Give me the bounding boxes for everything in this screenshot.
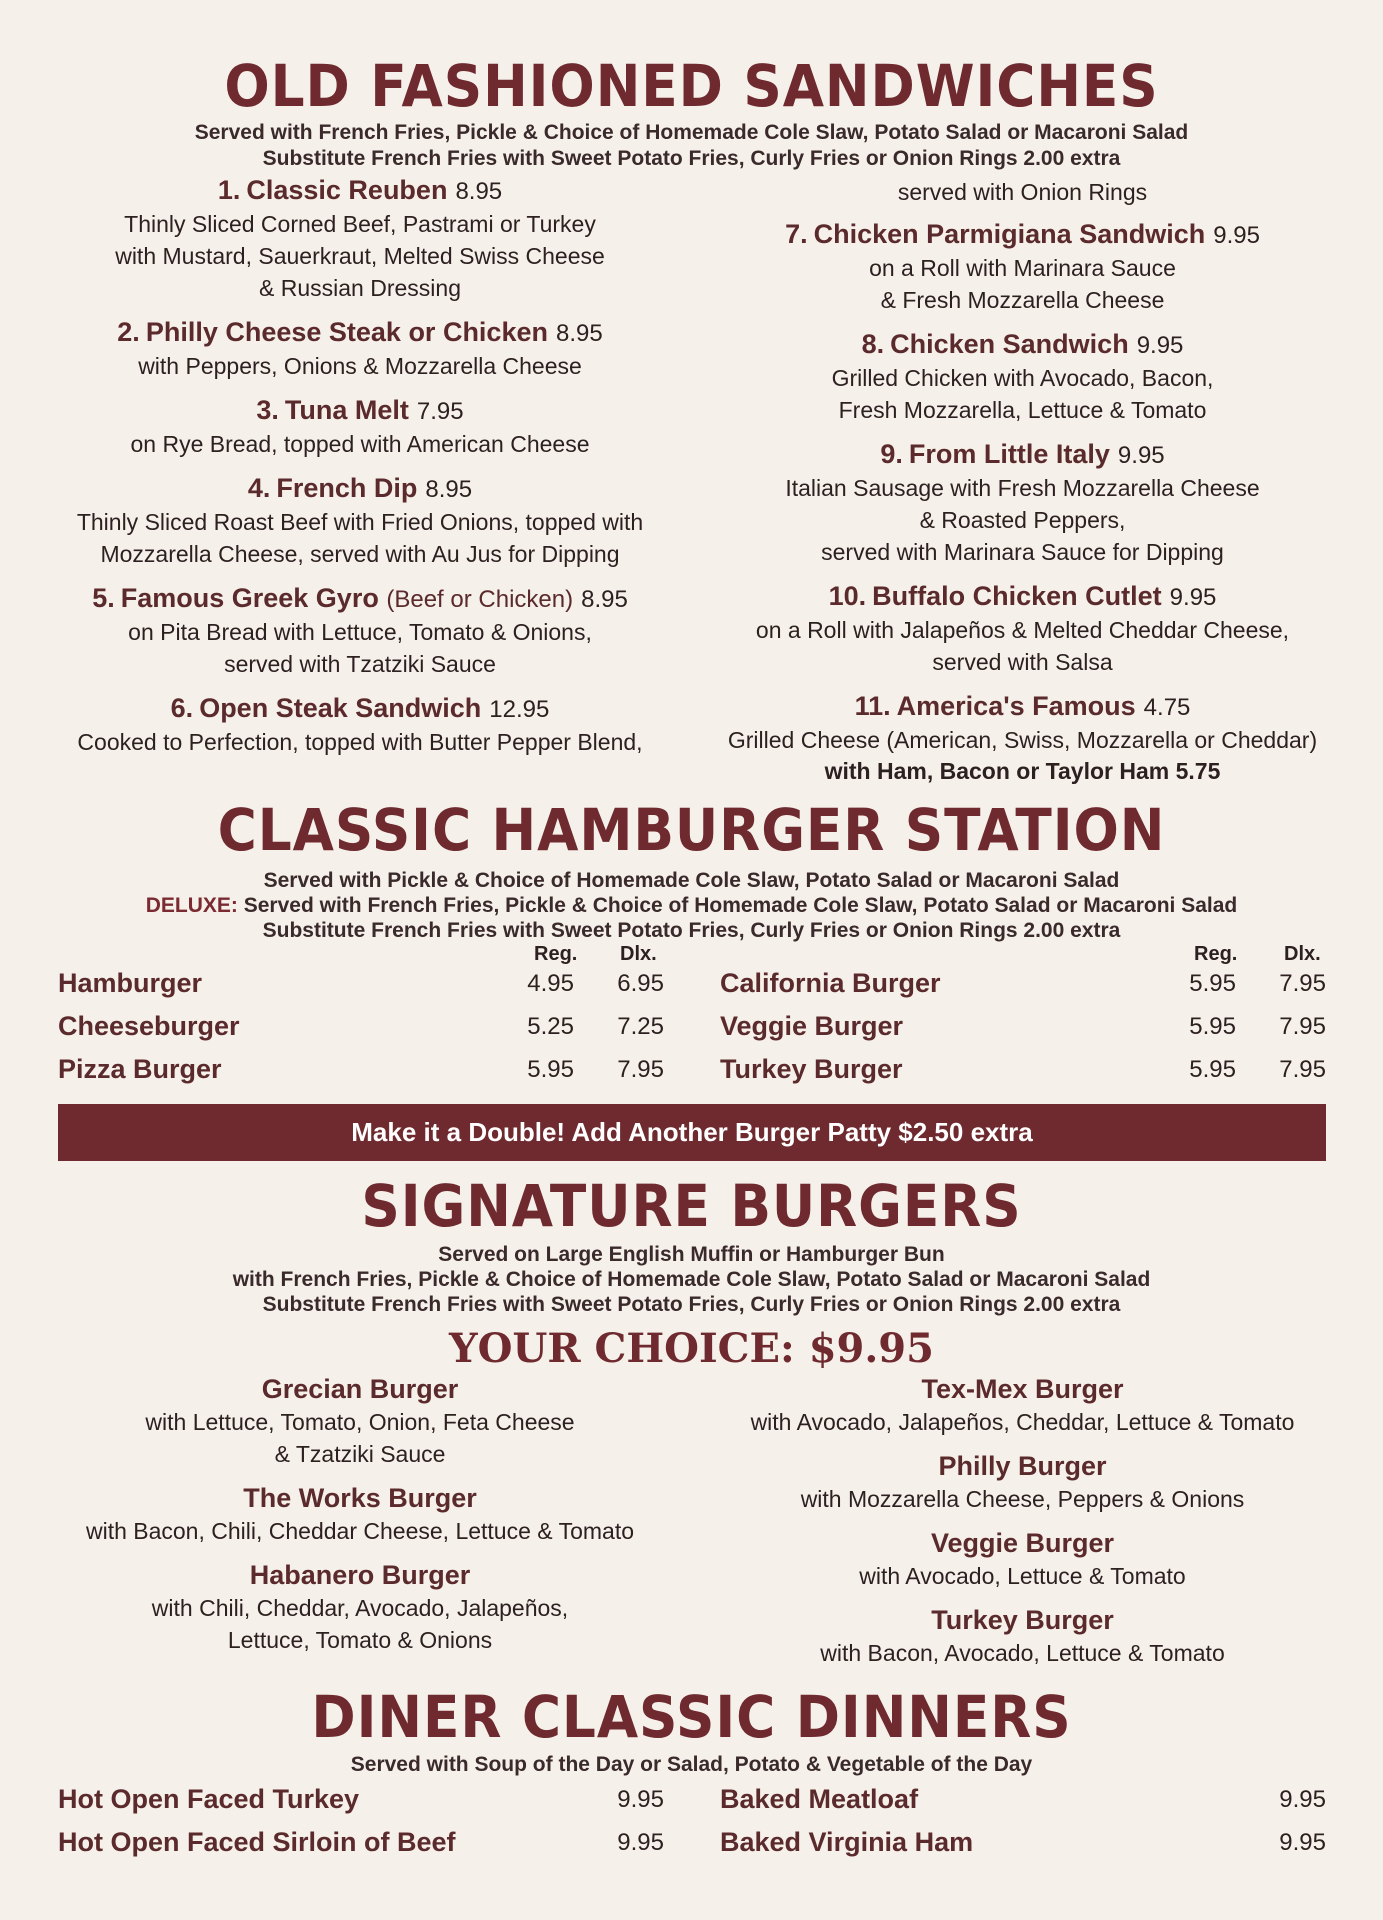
item-name: Famous Greek Gyro xyxy=(120,583,379,613)
item-price: 9.95 xyxy=(1169,584,1217,611)
item-name: Chicken Sandwich xyxy=(890,329,1129,359)
dinners-right-list xyxy=(720,1784,1330,1870)
item-description: Thinly Sliced Corned Beef, Pastrami or Turkey xyxy=(124,211,596,237)
menu-item xyxy=(40,692,680,758)
hamburger-subtitle-2 xyxy=(0,893,1383,918)
item-description: with Avocado, Jalapeños, Cheddar, Lettuce & Tomato xyxy=(750,1409,1295,1435)
burger-row xyxy=(58,1011,668,1054)
burger-row xyxy=(58,968,668,1011)
item-name: Grecian Burger xyxy=(261,1374,459,1404)
item-price: 9.95 xyxy=(1213,222,1260,249)
item-number: 3. xyxy=(256,395,279,425)
dlx-price: 7.95 xyxy=(1279,1013,1326,1040)
reg-column-header: Reg. xyxy=(534,943,578,965)
item-description: on a Roll with Jalapeños & Melted Cheddar Cheese, xyxy=(755,617,1290,643)
item-description: on Rye Bread, topped with American Cheese xyxy=(130,431,590,457)
hamburger-subtitle-1: Served with Pickle & Choice of Homemade Cole Slaw, Potato Salad or Macaroni Salad xyxy=(263,869,1120,892)
item-description: with Bacon, Avocado, Lettuce & Tomato xyxy=(820,1640,1225,1666)
item-name: French Dip xyxy=(276,473,418,503)
item-price: 9.95 xyxy=(1136,332,1184,359)
item-price: 7.95 xyxy=(416,398,464,425)
menu-item xyxy=(700,1527,1345,1592)
burger-name: California Burger xyxy=(720,968,941,998)
menu-item xyxy=(40,174,680,304)
hamburger-right-list xyxy=(720,968,1330,1097)
sandwiches-right-column xyxy=(700,176,1345,798)
item-name: America's Famous xyxy=(896,691,1136,721)
hamburger-subtitle-3: Substitute French Fries with Sweet Potato Fries, Curly Fries or Onion Rings 2.00 extra xyxy=(262,919,1121,942)
menu-item xyxy=(700,1373,1345,1438)
item-number: 11. xyxy=(854,691,891,721)
signature-subtitle-1: Served on Large English Muffin or Hamburger Bun xyxy=(438,1243,945,1266)
menu-item xyxy=(40,472,680,570)
item-description: served with Marinara Sauce for Dipping xyxy=(821,539,1224,565)
deluxe-label: DELUXE: xyxy=(145,894,238,917)
item-description: on a Roll with Marinara Sauce xyxy=(869,255,1176,281)
item-name: Open Steak Sandwich xyxy=(199,693,482,723)
item-number: 1. xyxy=(217,175,241,205)
reg-price: 4.95 xyxy=(527,970,574,997)
dinner-row xyxy=(720,1827,1330,1870)
dinner-row xyxy=(58,1784,668,1827)
item-price: 12.95 xyxy=(489,696,550,723)
item-description: Grilled Chicken with Avocado, Bacon, xyxy=(831,365,1214,391)
dinner-price: 9.95 xyxy=(617,1786,664,1813)
item-name: Buffalo Chicken Cutlet xyxy=(872,581,1162,611)
item-name: The Works Burger xyxy=(243,1483,477,1513)
burger-row xyxy=(720,1011,1330,1054)
item-description: on Pita Bread with Lettuce, Tomato & Onions, xyxy=(128,619,592,645)
item-description: & Russian Dressing xyxy=(259,275,461,301)
item-name: Veggie Burger xyxy=(930,1528,1115,1558)
dlx-price: 7.95 xyxy=(1279,1056,1326,1083)
dinner-price: 9.95 xyxy=(617,1829,664,1856)
item-description: served with Tzatziki Sauce xyxy=(224,651,496,677)
reg-price: 5.25 xyxy=(527,1013,574,1040)
item-description-continued: served with Onion Rings xyxy=(897,179,1148,205)
item-description: served with Salsa xyxy=(932,649,1113,675)
burger-name: Cheeseburger xyxy=(58,1011,240,1041)
signature-subtitle-2: with French Fries, Pickle & Choice of Homemade Cole Slaw, Potato Salad or Macaroni Salad xyxy=(232,1268,1151,1291)
item-number: 10. xyxy=(828,581,867,611)
item-price: 8.95 xyxy=(455,178,503,205)
item-description: Italian Sausage with Fresh Mozzarella Cheese xyxy=(785,475,1260,501)
item-number: 7. xyxy=(785,219,808,249)
menu-item xyxy=(40,1482,680,1547)
dinner-name: Baked Meatloaf xyxy=(720,1784,919,1814)
menu-item xyxy=(700,328,1345,426)
dlx-column-header: Dlx. xyxy=(620,943,657,965)
item-name: Habanero Burger xyxy=(249,1560,471,1590)
item-note: (Beef or Chicken) xyxy=(386,586,574,613)
dinner-name: Baked Virginia Ham xyxy=(720,1827,974,1857)
reg-price: 5.95 xyxy=(1189,970,1236,997)
menu-item xyxy=(700,1450,1345,1515)
item-number: 2. xyxy=(117,317,140,347)
item-name: Tex-Mex Burger xyxy=(921,1374,1124,1404)
dinners-title: DINER CLASSIC DINNERS xyxy=(311,1683,1072,1751)
item-description: Fresh Mozzarella, Lettuce & Tomato xyxy=(838,397,1207,423)
dinner-row xyxy=(58,1827,668,1870)
item-name: Tuna Melt xyxy=(284,395,409,425)
burger-name: Hamburger xyxy=(58,968,203,998)
burger-name: Turkey Burger xyxy=(720,1054,903,1084)
item-name: Philly Cheese Steak or Chicken xyxy=(145,317,548,347)
item-description: Mozzarella Cheese, served with Au Jus for Dipping xyxy=(100,541,620,567)
item-number: 9. xyxy=(880,439,903,469)
item-number: 4. xyxy=(247,473,271,503)
item-number: 8. xyxy=(861,329,885,359)
reg-price: 5.95 xyxy=(1189,1056,1236,1083)
sandwiches-subtitle-2: Substitute French Fries with Sweet Potato Fries, Curly Fries or Onion Rings 2.00 extra xyxy=(262,147,1121,170)
your-choice-price: YOUR CHOICE: $9.95 xyxy=(449,1325,934,1372)
menu-item xyxy=(700,690,1345,786)
signature-subtitle-3: Substitute French Fries with Sweet Potato Fries, Curly Fries or Onion Rings 2.00 extra xyxy=(262,1293,1121,1316)
item-description: & Roasted Peppers, xyxy=(919,507,1126,533)
item-number: 5. xyxy=(92,583,115,613)
menu-item xyxy=(40,316,680,382)
hamburger-left-list xyxy=(58,968,668,1097)
item-price: 8.95 xyxy=(425,476,473,503)
menu-item xyxy=(700,218,1345,316)
dinner-name: Hot Open Faced Sirloin of Beef xyxy=(58,1827,456,1857)
item-number: 6. xyxy=(170,693,194,723)
burger-row xyxy=(720,968,1330,1011)
item-name: Philly Burger xyxy=(938,1451,1107,1481)
reg-column-header: Reg. xyxy=(1194,943,1238,965)
hamburger-title: CLASSIC HAMBURGER STATION xyxy=(217,796,1166,864)
signature-title: SIGNATURE BURGERS xyxy=(361,1172,1022,1240)
dinners-left-list xyxy=(58,1784,668,1870)
item-price: 9.95 xyxy=(1117,442,1165,469)
signature-right-column xyxy=(700,1373,1345,1681)
burger-name: Veggie Burger xyxy=(720,1011,904,1041)
dlx-price: 7.95 xyxy=(617,1056,664,1083)
item-price: 8.95 xyxy=(555,320,603,347)
item-price: 8.95 xyxy=(581,586,628,613)
dlx-price: 6.95 xyxy=(617,970,664,997)
item-price: 4.75 xyxy=(1143,694,1191,721)
menu-item xyxy=(40,1559,680,1656)
reg-price: 5.95 xyxy=(527,1056,574,1083)
menu-item xyxy=(700,1604,1345,1669)
dinner-price: 9.95 xyxy=(1279,1829,1326,1856)
sandwiches-title: OLD FASHIONED SANDWICHES xyxy=(224,52,1159,120)
item-description: with Avocado, Lettuce & Tomato xyxy=(859,1563,1186,1589)
item-description: & Fresh Mozzarella Cheese xyxy=(880,287,1165,313)
item-description: with Lettuce, Tomato, Onion, Feta Cheese xyxy=(145,1409,575,1435)
item-description: with Bacon, Chili, Cheddar Cheese, Lettuce & Tomato xyxy=(85,1518,635,1544)
double-patty-banner: Make it a Double! Add Another Burger Patty $2.50 extra xyxy=(58,1104,1326,1161)
menu-item xyxy=(700,580,1345,678)
dlx-column-header: Dlx. xyxy=(1284,943,1321,965)
item-description: Lettuce, Tomato & Onions xyxy=(227,1627,493,1653)
item-description: Thinly Sliced Roast Beef with Fried Onions, topped with xyxy=(76,509,644,535)
dinner-name: Hot Open Faced Turkey xyxy=(58,1784,360,1814)
item-name: Turkey Burger xyxy=(931,1605,1114,1635)
item-name: Chicken Parmigiana Sandwich xyxy=(813,219,1206,249)
signature-left-column xyxy=(40,1373,680,1668)
item-description: & Tzatziki Sauce xyxy=(274,1441,446,1467)
burger-name: Pizza Burger xyxy=(58,1054,222,1084)
item-description: with Peppers, Onions & Mozzarella Cheese xyxy=(138,353,582,379)
menu-item xyxy=(40,1373,680,1470)
dinners-subtitle: Served with Soup of the Day or Salad, Potato & Vegetable of the Day xyxy=(350,1753,1033,1776)
burger-row xyxy=(58,1054,668,1097)
menu-item xyxy=(40,582,680,680)
reg-price: 5.95 xyxy=(1189,1013,1236,1040)
item-name: From Little Italy xyxy=(908,439,1110,469)
burger-row xyxy=(720,1054,1330,1097)
item-description: with Mustard, Sauerkraut, Melted Swiss Cheese xyxy=(115,243,605,269)
item-description: with Mozzarella Cheese, Peppers & Onions xyxy=(800,1486,1245,1512)
dlx-price: 7.95 xyxy=(1279,970,1326,997)
deluxe-description: Served with French Fries, Pickle & Choice of Homemade Cole Slaw, Potato Salad or Macaroni Salad xyxy=(243,894,1238,917)
dinner-row xyxy=(720,1784,1330,1827)
dlx-price: 7.25 xyxy=(617,1013,664,1040)
item-description: with Chili, Cheddar, Avocado, Jalapeños, xyxy=(151,1595,569,1621)
item-description: Cooked to Perfection, topped with Butter Pepper Blend, xyxy=(77,729,643,755)
item-name: Classic Reuben xyxy=(246,175,448,205)
sandwiches-subtitle-1: Served with French Fries, Pickle & Choice of Homemade Cole Slaw, Potato Salad or Macaroni Salad xyxy=(194,121,1189,144)
sandwiches-left-column xyxy=(40,174,680,770)
menu-item xyxy=(700,438,1345,568)
item-addon: with Ham, Bacon or Taylor Ham 5.75 xyxy=(824,758,1221,784)
item-description: Grilled Cheese (American, Swiss, Mozzarella or Cheddar) xyxy=(727,727,1318,753)
menu-item xyxy=(40,394,680,460)
dinner-price: 9.95 xyxy=(1279,1786,1326,1813)
